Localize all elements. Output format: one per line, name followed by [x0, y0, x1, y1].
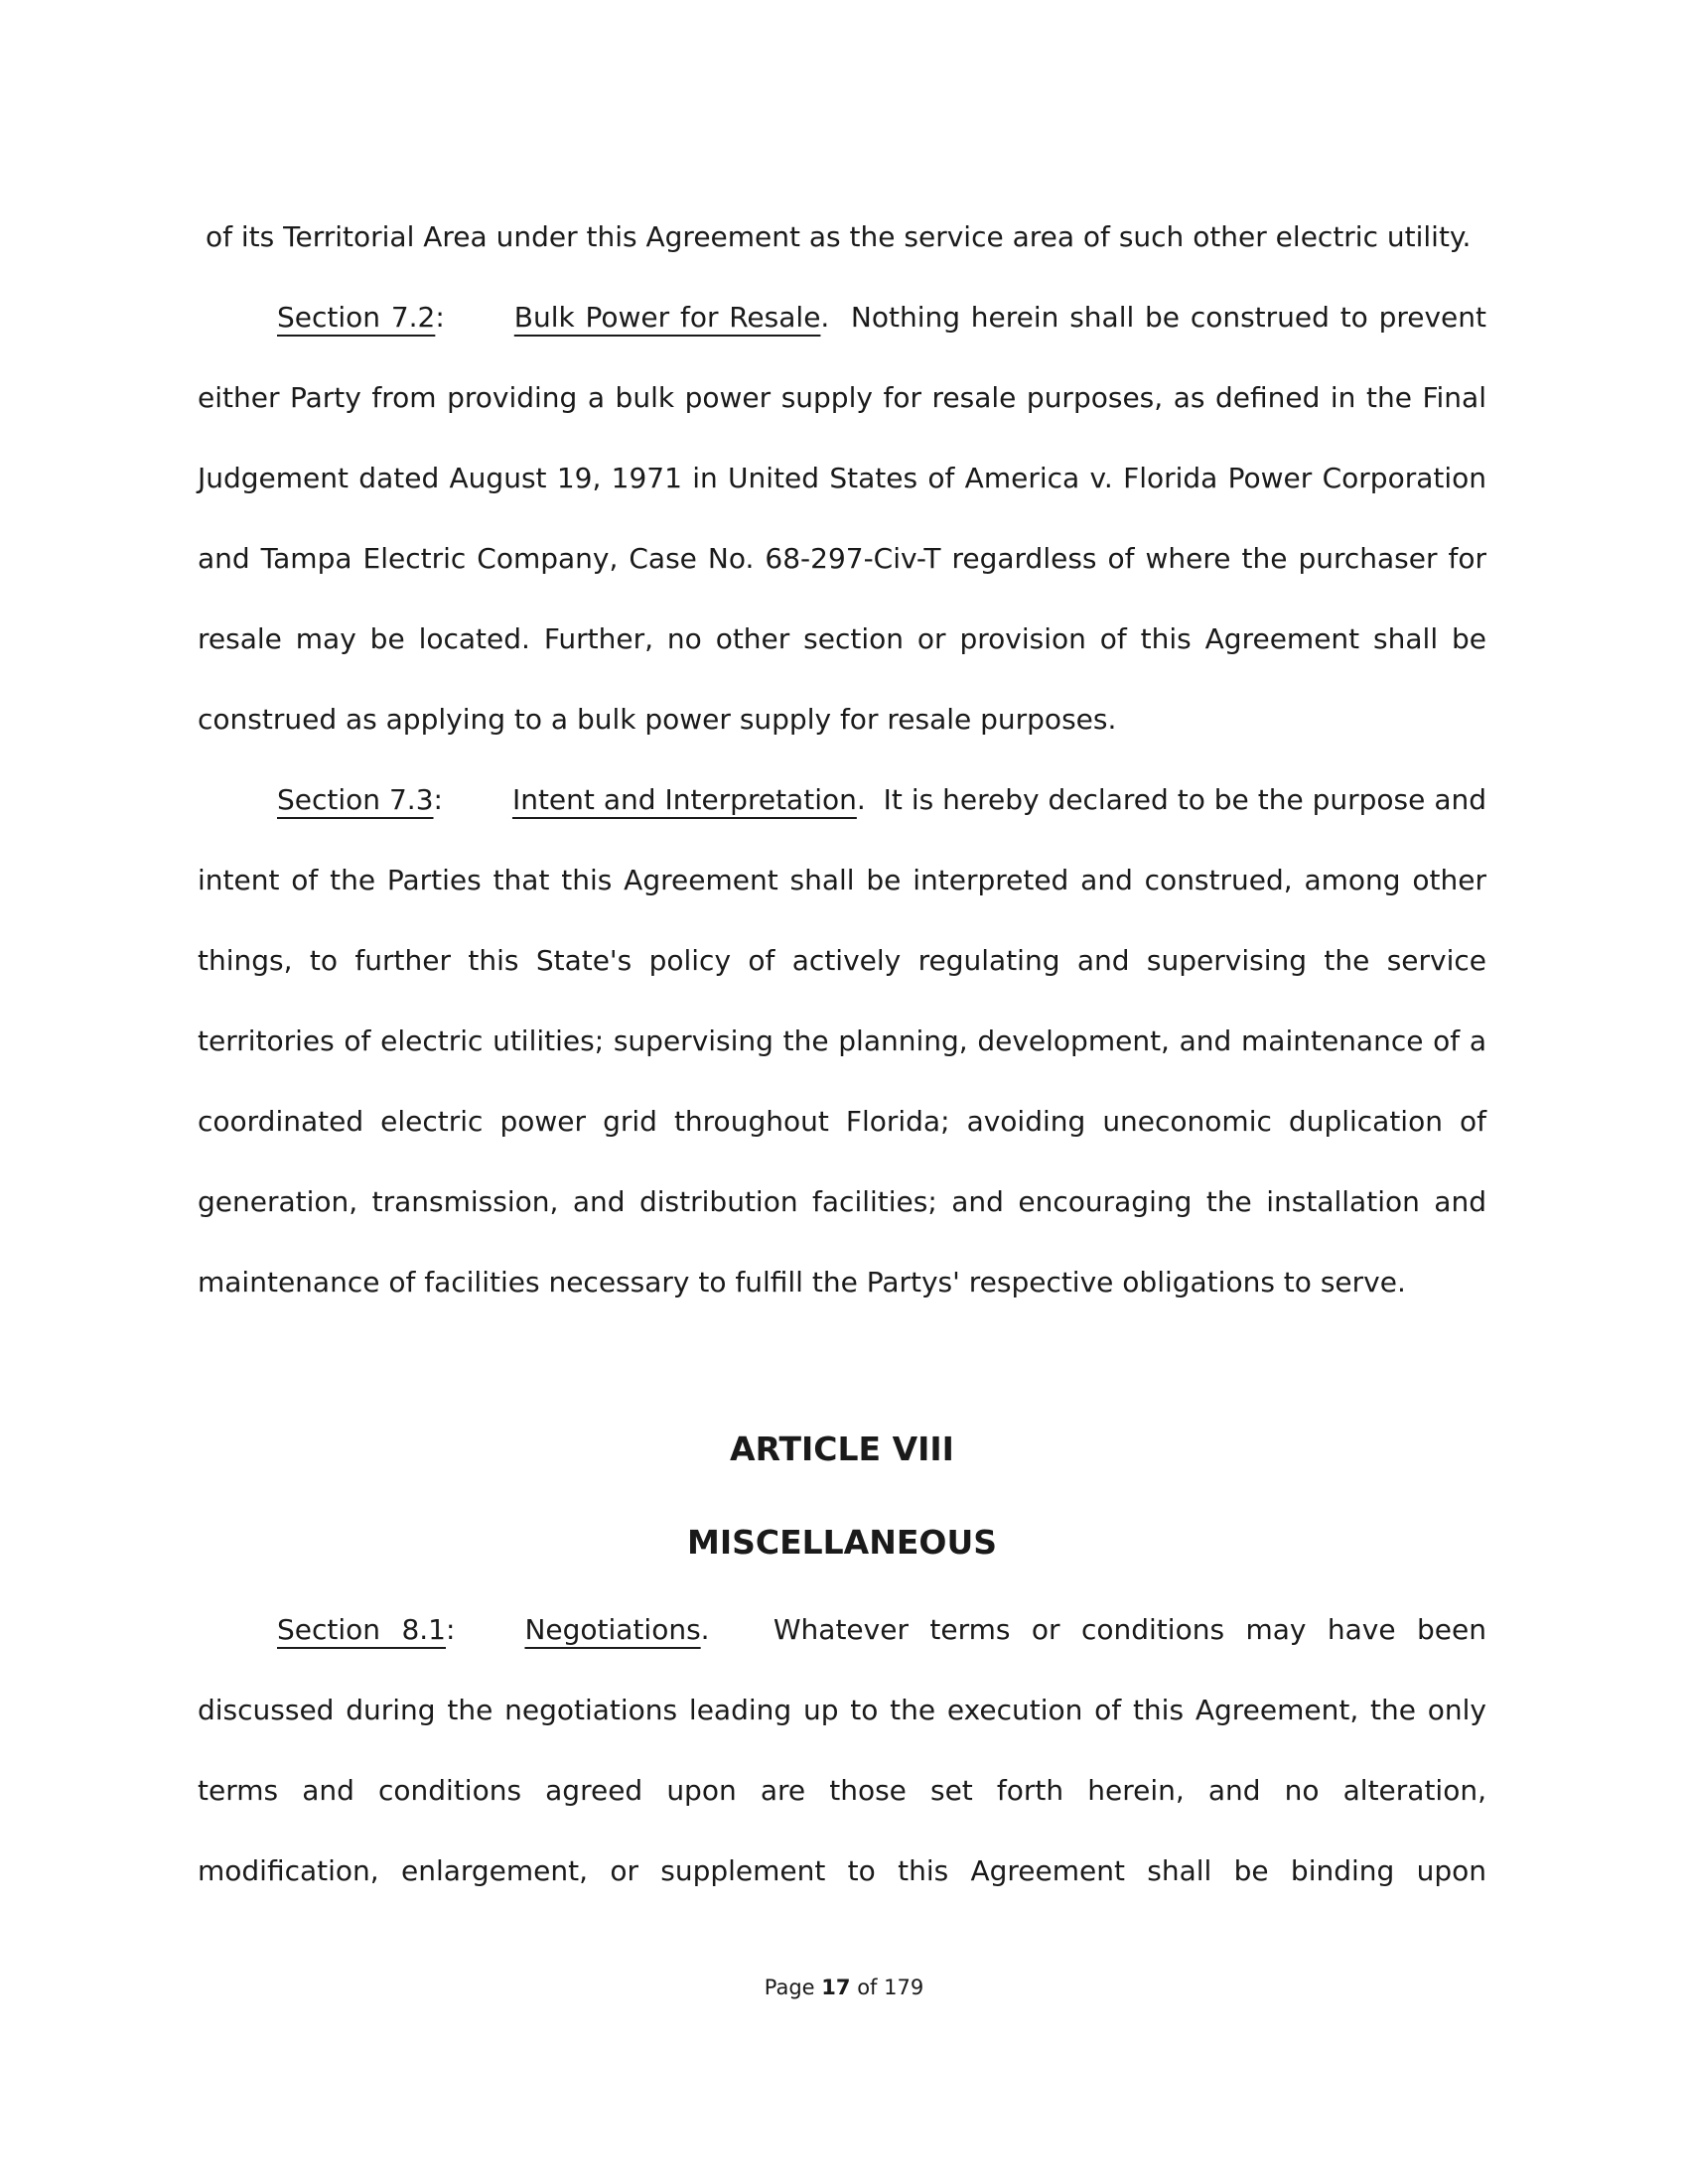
section-8-1-number: Section 8.1 — [277, 1613, 446, 1646]
article-heading-block — [198, 1403, 1486, 1589]
section-8-1-title: Negotiations — [524, 1613, 701, 1646]
section-8-1-body: Whatever terms or conditions may have been discussed during the negotiations leading up to the execution of this Agreement, the only terms and conditions agreed upon are those set forth herein, and no alteration, modification, enlargement, or supplement to this Agreement shall be binding upon — [198, 1613, 1486, 1887]
continuation-paragraph: of its Territorial Area under this Agreement as the service area of such other electric utility. — [206, 220, 1472, 253]
section-7-3-paragraph: Section 7.3: Intent and Interpretation. It is hereby declared to be the purpose and intent of the Parties that this Agreement shall be interpreted and construed, among other things, to further this State's policy of actively regulating and supervising the service territories of electric utilities; supervising the planning, development, and maintenance of a coordinated electric power grid throughout Florida; avoiding uneconomic duplication of generation, transmission, and distribution facilities; and encouraging the installation and maintenance of facilities necessary to fulfill the Partys' respective obligations to serve. — [198, 783, 1486, 1298]
article-subheading: MISCELLANEOUS — [686, 1523, 998, 1562]
current-page-number: 17 — [821, 1976, 851, 1999]
section-7-3-title: Intent and Interpretation — [511, 783, 857, 816]
section-7-2-number: Section 7.2 — [277, 301, 436, 334]
section-7-3-number: Section 7.3 — [277, 783, 434, 816]
article-heading: ARTICLE VIII — [730, 1430, 954, 1468]
section-8-1-paragraph: Section 8.1: Negotiations. Whatever terms or conditions may have been discussed during the negotiations leading up to the execution of this Agreement, the only terms and conditions agreed upon are those set forth herein, and no alteration, modification, enlargement, or supplement to this Agreement shall be binding upon — [198, 1613, 1486, 1887]
section-7-2-paragraph: Section 7.2: Bulk Power for Resale. Nothing herein shall be construed to prevent either Party from providing a bulk power supply for resale purposes, as defined in the Final Judgement dated August 19, 1971 in United States of America v. Florida Power Corporation and Tampa Electric Company, Case No. 68-297-Civ-T regardless of where the purchaser for resale may be located. Further, no other section or provision of this Agreement shall be construed as applying to a bulk power supply for resale purposes. — [198, 301, 1487, 736]
total-pages: 179 — [884, 1976, 924, 1999]
page-footer — [0, 1976, 1688, 1999]
page-label: Page — [764, 1976, 815, 1999]
section-7-2-body: Nothing herein shall be construed to prevent either Party from providing a bulk power supply for resale purposes, as defined in the Final Judgement dated August 19, 1971 in United States of America v. Florida Power Corporation and Tampa Electric Company, Case No. 68-297-Civ-T regardless of where the purchaser for resale may be located. Further, no other section or provision of this Agreement shall be construed as applying to a bulk power supply for resale purposes. — [198, 301, 1487, 736]
section-7-3-body: It is hereby declared to be the purpose and intent of the Parties that this Agreement shall be interpreted and construed, among other things, to further this State's policy of actively regulating and supervising the service territories of electric utilities; supervising the planning, development, and maintenance of a coordinated electric power grid throughout Florida; avoiding uneconomic duplication of generation, transmission, and distribution facilities; and encouraging the installation and maintenance of facilities necessary to fulfill the Partys' respective obligations to serve. — [198, 783, 1486, 1298]
page-body — [198, 197, 1486, 1911]
page-of-label: of — [857, 1976, 878, 1999]
section-7-2-title: Bulk Power for Resale — [513, 301, 821, 334]
